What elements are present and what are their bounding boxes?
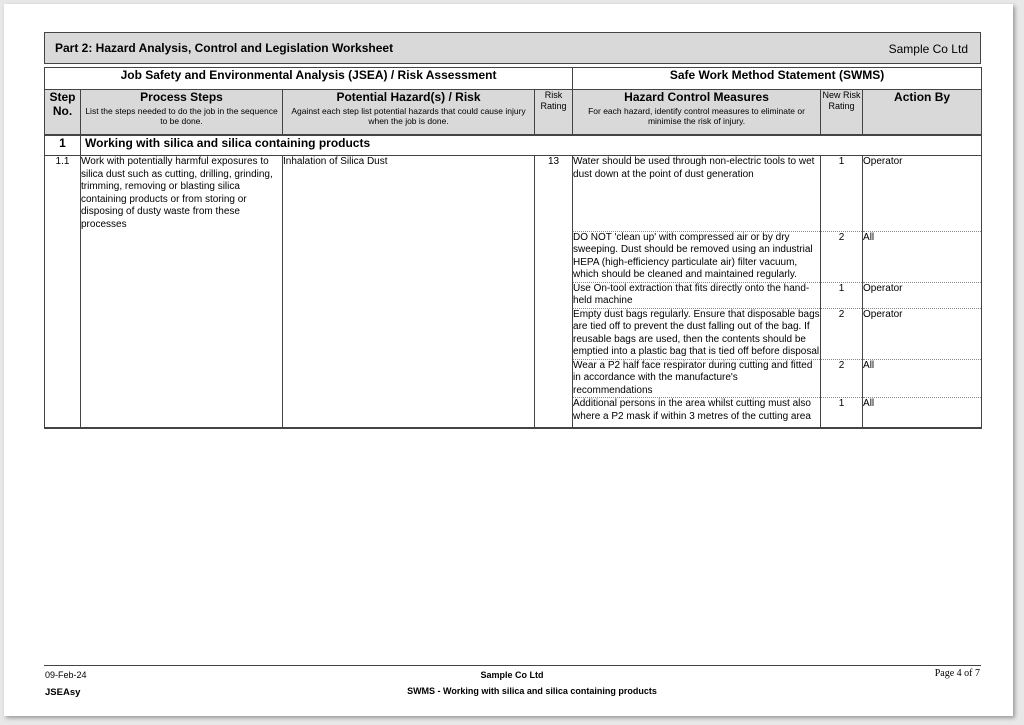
action-by-value: All (863, 359, 982, 398)
control-measure: Water should be used through non-electric tools to wet dust down at the point of dust generation (573, 156, 821, 232)
hazard-text: Inhalation of Silica Dust (283, 156, 535, 232)
footer-divider (44, 665, 981, 666)
control-measure: Empty dust bags regularly. Ensure that disposable bags are tied off to prevent the dust falling out of the bag. If reusable bags are used, then the contents should be emptied into a plastic bag that is tied off before disposal (573, 308, 820, 357)
table-row (45, 231, 982, 282)
table-row (45, 359, 982, 398)
col-potential-hazards: Potential Hazard(s) / Risk Against each step list potential hazards that could cause injury when the job is done. (283, 90, 535, 136)
action-by-value: All (863, 231, 982, 282)
worksheet-title-bar (44, 32, 981, 64)
process-step-text: Work with potentially harmful exposures to silica dust such as cutting, drilling, grinding, trimming, removing or blasting silica containing products or from storing or disposing of dusty waste from these processes (81, 156, 283, 232)
control-measure: DO NOT 'clean up' with compressed air or by dry sweeping. Dust should be removed using an industrial HEPA (high-efficiency particulate air) filter vacuum, which should be cleaned and maintained regularly. (573, 231, 821, 282)
footer-document-title: SWMS - Working with silica and silica containing products (407, 686, 657, 696)
col-action-by: Action By (863, 90, 982, 136)
task-number: 1 (45, 135, 81, 156)
new-risk-value: 2 (821, 308, 863, 359)
footer-code: JSEAsy (45, 687, 81, 698)
col-hazard-control-measures: Hazard Control Measures For each hazard, identify control measures to eliminate or minimise the risk of injury. (573, 90, 821, 136)
task-name: Working with silica and silica containing products (81, 135, 982, 156)
col-process-steps: Process Steps List the steps needed to do the job in the sequence to be done. (81, 90, 283, 136)
col-step-no: Step No. (45, 90, 81, 136)
table-row (45, 282, 982, 308)
footer-page-number: Page 4 of 7 (934, 668, 980, 679)
table-row (45, 398, 982, 429)
control-measure: Use On-tool extraction that fits directly onto the hand-held machine (573, 282, 821, 308)
hazard-worksheet-table (44, 67, 982, 429)
new-risk-value: 1 (821, 398, 863, 429)
jsea-section-heading: Job Safety and Environmental Analysis (JSEA) / Risk Assessment (45, 68, 573, 90)
step-number: 1.1 (45, 156, 81, 232)
company-name: Sample Co Ltd (888, 42, 968, 56)
control-measure: Wear a P2 half face respirator during cutting and fitted in accordance with the manufacture's recommendations (573, 359, 821, 398)
table-row (45, 156, 982, 232)
footer-date: 09-Feb-24 (45, 670, 87, 680)
new-risk-value: 1 (821, 156, 863, 232)
col-risk-rating: Risk Rating (535, 90, 573, 136)
footer-company: Sample Co Ltd (480, 670, 544, 680)
new-risk-value: 2 (821, 359, 863, 398)
risk-rating-value: 13 (535, 156, 573, 232)
task-row (45, 135, 982, 156)
swms-section-heading: Safe Work Method Statement (SWMS) (573, 68, 982, 90)
action-by-value: Operator (863, 156, 982, 232)
worksheet-title: Part 2: Hazard Analysis, Control and Legislation Worksheet (55, 41, 394, 55)
action-by-value: Operator (863, 308, 982, 359)
action-by-value: Operator (863, 282, 982, 308)
table-row (45, 308, 982, 359)
col-new-risk-rating: New Risk Rating (821, 90, 863, 136)
control-measure: Additional persons in the area whilst cutting must also where a P2 mask if within 3 metres of the cutting area (573, 398, 821, 429)
action-by-value: All (863, 398, 982, 429)
new-risk-value: 2 (821, 231, 863, 282)
new-risk-value: 1 (821, 282, 863, 308)
